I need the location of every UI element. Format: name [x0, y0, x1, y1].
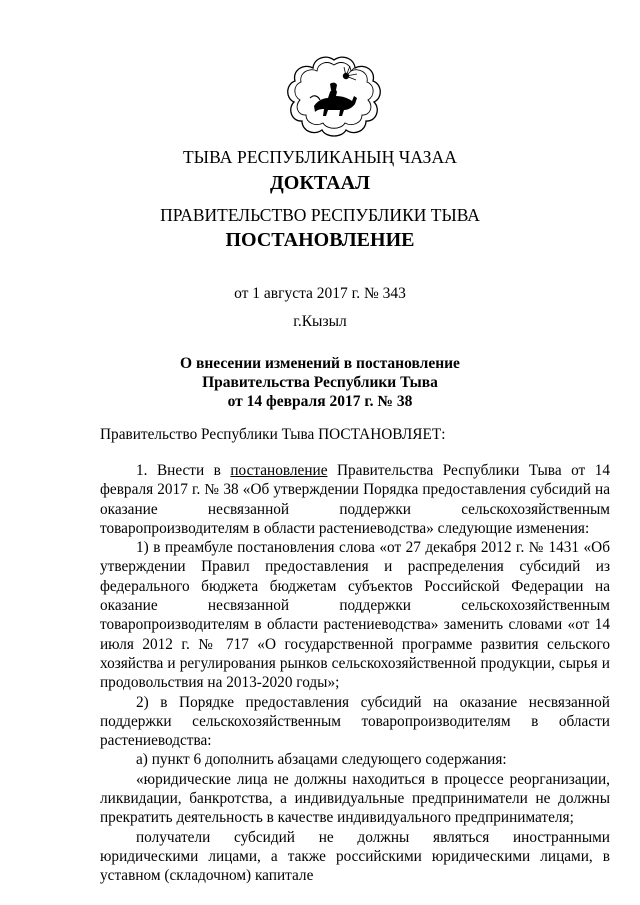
- title-line-2: Правительства Республики Тыва: [202, 374, 438, 391]
- paragraph-1-rest: Правительства Республики Тыва от 14 февраля 2017 г. № 38 «Об утверждении Порядка предоставления субсидий на оказание несвязанной поддержки сельскохозяйственным товаропроизводителям в области растениеводства» следующие изменения:: [100, 462, 610, 537]
- document-body: [100, 461, 610, 886]
- document-title: [0, 354, 640, 411]
- document-city: г.Кызыл: [293, 313, 347, 330]
- paragraph-3: 2) в Порядке предоставления субсидий на оказание несвязанной поддержки сельскохозяйственным товаропроизводителям в области растениеводства:: [100, 693, 610, 750]
- coat-of-arms-emblem: [284, 54, 384, 140]
- paragraph-4: а) пункт 6 дополнить абзацами следующего содержания:: [136, 751, 507, 769]
- paragraph-5: «юридические лица не должны находиться в процессе реорганизации, ликвидации, банкротства, а индивидуальные предприниматели не должны прекратить деятельность в качестве индивидуального предпринимателя;: [100, 770, 610, 827]
- russian-document-type: ПОСТАНОВЛЕНИЕ: [225, 229, 415, 251]
- resolution-intro: Правительство Республики Тыва ПОСТАНОВЛЯЕТ:: [100, 426, 446, 443]
- paragraph-6: получатели субсидий не должны являться иностранными юридическими лицами, а также российскими юридическими лицами, в уставном (складочном) капитале: [100, 828, 610, 885]
- tuvan-government-heading: ТЫВА РЕСПУБЛИКАНЫҢ ЧАЗАА: [182, 147, 458, 167]
- title-line-1: О внесении изменений в постановление: [180, 355, 460, 372]
- paragraph-1: [100, 461, 610, 538]
- document-date-number: от 1 августа 2017 г. № 343: [234, 285, 406, 302]
- paragraph-2: 1) в преамбуле постановления слова «от 27 декабря 2012 г. № 1431 «Об утверждении Правил предоставления и распределения субсидий из федерального бюджета бюджетам субъектов Российской Федерации на оказание несвязанной поддержки сельскохозяйственным товаропроизводителям в области растениеводства» заменить словами «от 14 июля 2012 г. № 717 «О государственной программе развития сельского хозяйства и регулирования рынков сельскохозяйственной продукции, сырья и продовольствия на 2013-2020 годы»;: [100, 539, 610, 692]
- resolution-link[interactable]: постановление: [230, 462, 328, 479]
- russian-government-heading: ПРАВИТЕЛЬСТВО РЕСПУБЛИКИ ТЫВА: [160, 205, 480, 225]
- title-line-3: от 14 февраля 2017 г. № 38: [227, 393, 413, 410]
- paragraph-1-prefix: 1. Внести в: [136, 462, 231, 479]
- tuvan-document-type: ДОКТААЛ: [270, 172, 370, 194]
